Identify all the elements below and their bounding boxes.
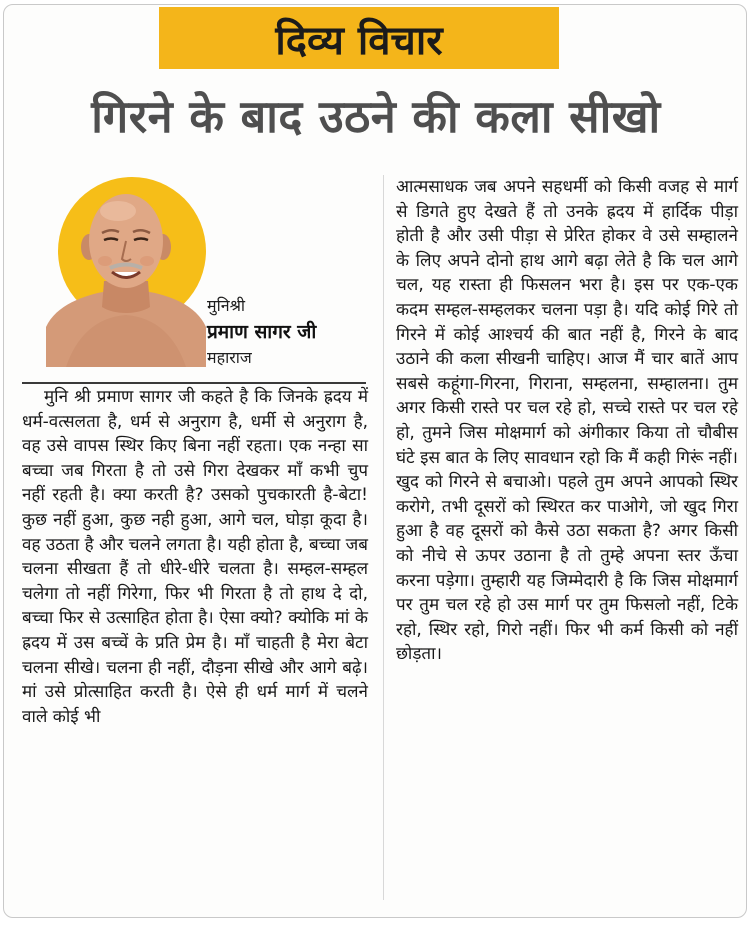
article-column-left — [22, 385, 368, 729]
newspaper-clipping — [3, 4, 747, 918]
author-name: प्रमाण सागर जी — [207, 321, 317, 343]
headline: गिरने के बाद उठने की कला सीखो — [91, 90, 661, 143]
author-byline — [207, 293, 316, 371]
author-suffix: महाराज — [207, 348, 252, 367]
column-divider — [383, 175, 384, 900]
author-photo — [46, 177, 206, 367]
section-badge: दिव्य विचार — [159, 7, 559, 69]
author-title: मुनिश्री — [207, 296, 246, 315]
monk-portrait-image — [46, 177, 206, 367]
article-text-left: मुनि श्री प्रमाण सागर जी कहते है कि जिनके ह्रदय में धर्म-वत्सलता है, धर्म से अनुराग है, धर्मी से अनुराग है, वह उसे वापस स्थिर किए बिना नहीं रहता। एक नन्हा सा बच्चा जब गिरता है तो उसे गिरा देखकर माँ कभी चुप नहीं रहती है। क्या करती है? उसको पुचकारती है-बेटा! कुछ नहीं हुआ, कुछ नही हुआ, आगे चल, घोड़ा कूदा है। वह उठता है और चलने लगता है। यही होता है, बच्चा जब चलना सीखता हैं तो धीरे-धीरे चलता है। सम्हल-सम्हल चलेगा तो नहीं गिरेगा, फिर भी गिरता है तो हाथ दे दो, बच्चा फिर से उत्साहित होता है। ऐसा क्यो? क्योकि मां के ह्रदय में उस बच्चें के प्रति प्रेम है। माँ चाहती है मेरा बेटा चलना सीखे। चलना ही नहीं, दौड़ना सीखे और आगे बढ़े। मां उसे प्रोत्साहित करती है। ऐसे ही धर्म मार्ग में चलने वाले कोई भी — [22, 387, 368, 727]
article-text-right: आत्मसाधक जब अपने सहधर्मी को किसी वजह से मार्ग से डिगते हुए देखते हैं तो उनके ह्रदय में हार्दिक पीड़ा होती है और उसी पीड़ा से प्रेरित होकर वे उसे सम्हालने के लिए अपने दोनो हाथ आगे बढ़ा लेते है कि चल आगे चल, यह रास्ता ही फिसलन भरा है। इस पर एक-एक कदम सम्हल-सम्हलकर चलना पड़ा है। यदि कोई गिरे तो गिरने में कोई आश्चर्य की बात नहीं है, गिरने के बाद उठाने की कला सीखनी चाहिए। आज मैं चार बातें आप सबसे कहूंगा-गिरना, गिराना, सम्हलना, सम्हालना। तुम अगर किसी रास्ते पर चल रहे हो, सच्चे रास्ते पर चल रहे हो, तुमने जिस मोक्षमार्ग को अंगीकार किया तो चौबीस घंटे इस बात के लिए सावधान रहो कि मैं कही गिरूं नहीं। खुद को गिरने से बचाओ। पहले तुम अपने आपको स्थिर करोगे, तभी दूसरों को स्थिरत कर पाओगे, जो खुद गिरा हुआ है वह दूसरों को कैसे उठा सकता है? अगर किसी को नीचे से ऊपर उठाना है तो तुम्हे अपना स्तर ऊँचा करना पड़ेगा। तुम्हारी यह जिम्मेदारी है कि जिस मोक्षमार्ग पर तुम चल रहे हो उस मार्ग पर तुम फिसलो नहीं, टिके रहो, स्थिर रहो, गिरो नहीं। फिर भी कर्म किसी को नहीं छोड़ता। — [396, 177, 738, 665]
byline-underline — [22, 382, 366, 384]
article-column-right — [396, 175, 738, 667]
